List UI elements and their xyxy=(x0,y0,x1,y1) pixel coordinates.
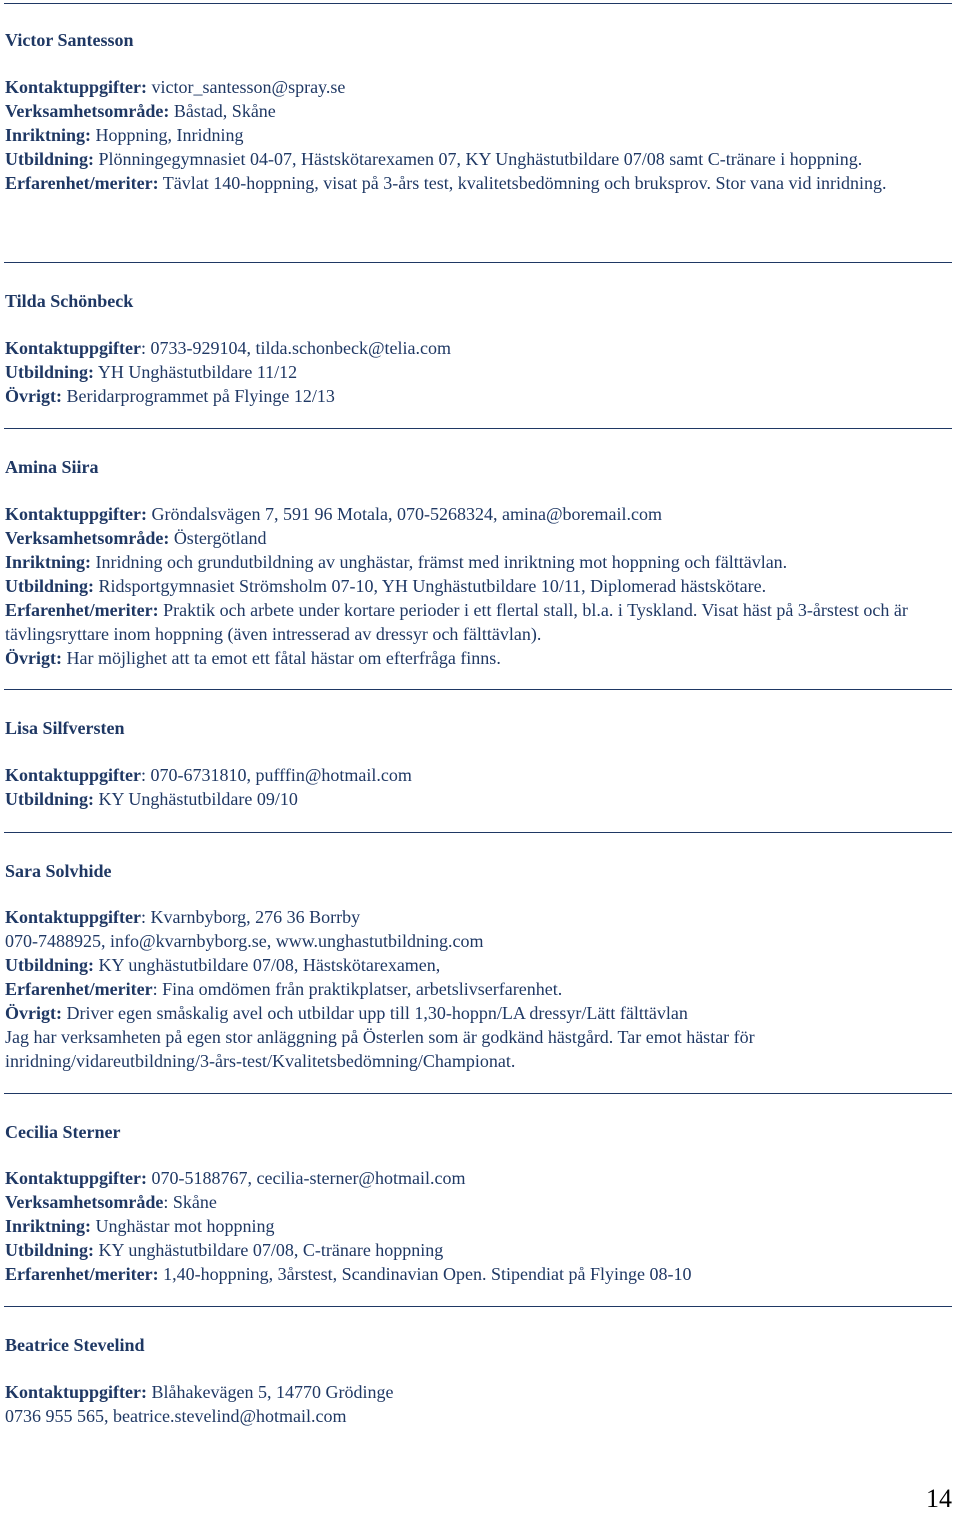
person-name: Tilda Schönbeck xyxy=(5,291,134,311)
person-name: Sara Solvhide xyxy=(5,861,112,881)
detail-line: Utbildning: Ridsportgymnasiet Strömsholm 07-10, YH Unghästutbildare 10/11, Diplomerad hästskötare. xyxy=(5,576,767,596)
detail-line: Erfarenhet/meriter: Praktik och arbete under kortare perioder i ett flertal stall, bl.a. i Tyskland. Visat häst på 3-årstest och är tävlingsryttare inom hoppning (även intresserad av dressyr och fälttävlan). xyxy=(5,600,908,644)
detail-line: Utbildning: Plönningegymnasiet 04-07, Hästskötarexamen 07, KY Unghästutbildare 07/08 samt C-tränare i hoppning. xyxy=(5,149,863,169)
person-name: Amina Siira xyxy=(5,457,99,477)
person-details xyxy=(5,75,945,195)
section-divider xyxy=(4,1306,952,1307)
detail-line: Kontaktuppgifter: Blåhakevägen 5, 14770 Grödinge xyxy=(5,1382,394,1402)
detail-line: Erfarenhet/meriter: Tävlat 140-hoppning, visat på 3-års test, kvalitetsbedömning och bruksprov. Stor vana vid inridning. xyxy=(5,173,887,193)
detail-line: Verksamhetsområde: Östergötland xyxy=(5,528,267,548)
detail-line: 0736 955 565, beatrice.stevelind@hotmail.com xyxy=(5,1406,347,1426)
detail-line: Kontaktuppgifter: 070-5188767, cecilia-sterner@hotmail.com xyxy=(5,1168,466,1188)
section-divider xyxy=(4,428,952,429)
detail-line: Övrigt: Har möjlighet att ta emot ett fåtal hästar om efterfråga finns. xyxy=(5,648,501,668)
detail-line: Utbildning: KY unghästutbildare 07/08, Hästskötarexamen, xyxy=(5,955,441,975)
detail-line: Inriktning: Unghästar mot hoppning xyxy=(5,1216,275,1236)
detail-line: Jag har verksamheten på egen stor anläggning på Österlen som är godkänd hästgård. Tar emot hästar för inridning/vidareutbildning/3-års-test/Kvalitetsbedömning/Championat. xyxy=(5,1027,755,1071)
detail-line: Inriktning: Inridning och grundutbildning av unghästar, främst med inriktning mot hoppning och fälttävlan. xyxy=(5,552,788,572)
person-details xyxy=(5,502,945,670)
detail-line: Kontaktuppgifter: 0733-929104, tilda.schonbeck@telia.com xyxy=(5,338,452,358)
person-details xyxy=(5,1166,945,1286)
person-name: Beatrice Stevelind xyxy=(5,1335,145,1355)
section-divider xyxy=(4,832,952,833)
detail-line: Utbildning: KY unghästutbildare 07/08, C-tränare hoppning xyxy=(5,1240,444,1260)
page-number: 14 xyxy=(926,1484,952,1513)
detail-line: Kontaktuppgifter: Kvarnbyborg, 276 36 Borrby xyxy=(5,907,361,927)
section-divider xyxy=(4,1093,952,1094)
person-details xyxy=(5,1380,945,1428)
person-details xyxy=(5,905,945,1073)
section-divider xyxy=(4,689,952,690)
top-divider xyxy=(4,3,952,4)
section-divider xyxy=(4,262,952,263)
detail-line: Utbildning: KY Unghästutbildare 09/10 xyxy=(5,789,298,809)
detail-line: Verksamhetsområde: Båstad, Skåne xyxy=(5,101,276,121)
detail-line: Övrigt: Driver egen småskalig avel och utbildar upp till 1,30-hoppn/LA dressyr/Lätt fälttävlan xyxy=(5,1003,688,1023)
person-name: Cecilia Sterner xyxy=(5,1122,121,1142)
detail-line: Övrigt: Beridarprogrammet på Flyinge 12/13 xyxy=(5,386,335,406)
person-details xyxy=(5,763,945,811)
detail-line: Verksamhetsområde: Skåne xyxy=(5,1192,217,1212)
detail-line: Erfarenhet/meriter: Fina omdömen från praktikplatser, arbetslivserfarenhet. xyxy=(5,979,563,999)
detail-line: Inriktning: Hoppning, Inridning xyxy=(5,125,244,145)
detail-line: Kontaktuppgifter: victor_santesson@spray.se xyxy=(5,77,346,97)
detail-line: Utbildning: YH Unghästutbildare 11/12 xyxy=(5,362,298,382)
detail-line: Erfarenhet/meriter: 1,40-hoppning, 3årstest, Scandinavian Open. Stipendiat på Flyinge 08-10 xyxy=(5,1264,692,1284)
person-details xyxy=(5,336,945,408)
person-name: Victor Santesson xyxy=(5,30,134,50)
detail-line: 070-7488925, info@kvarnbyborg.se, www.unghastutbildning.com xyxy=(5,931,484,951)
person-name: Lisa Silfversten xyxy=(5,718,125,738)
detail-line: Kontaktuppgifter: 070-6731810, pufffin@hotmail.com xyxy=(5,765,412,785)
detail-line: Kontaktuppgifter: Gröndalsvägen 7, 591 96 Motala, 070-5268324, amina@boremail.com xyxy=(5,504,662,524)
